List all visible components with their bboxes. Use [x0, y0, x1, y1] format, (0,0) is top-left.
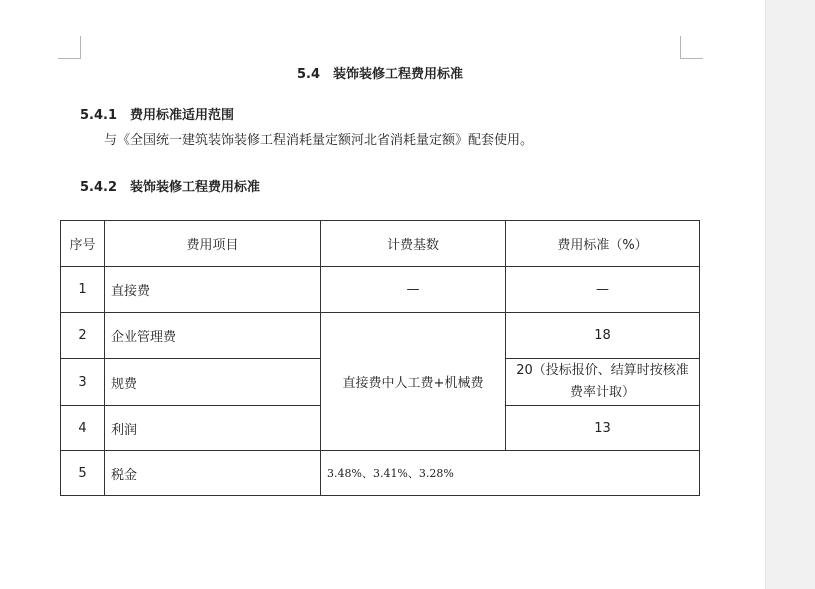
cell-standard[interactable]: 18 [506, 313, 700, 359]
crop-mark-top-left [58, 36, 81, 59]
header-standard[interactable]: 费用标准（%） [506, 221, 700, 267]
header-item[interactable]: 费用项目 [105, 221, 321, 267]
scope-paragraph[interactable]: 与《全国统一建筑装饰装修工程消耗量定额河北省消耗量定额》配套使用。 [104, 133, 534, 148]
cell-no[interactable]: 5 [61, 451, 105, 496]
cell-item[interactable]: 税金 [105, 451, 321, 496]
header-no[interactable]: 序号 [61, 221, 105, 267]
cell-item[interactable]: 利润 [105, 406, 321, 451]
table-row [61, 267, 700, 313]
cell-item[interactable]: 企业管理费 [105, 313, 321, 359]
table-row [61, 313, 700, 359]
cell-base-merged[interactable]: 直接费中人工费+机械费 [321, 313, 506, 451]
header-base[interactable]: 计费基数 [321, 221, 506, 267]
cell-standard[interactable]: 13 [506, 406, 700, 451]
subsection-heading-standards[interactable]: 5.4.2 装饰装修工程费用标准 [80, 180, 261, 195]
window-right-gutter [765, 0, 815, 589]
cell-item[interactable]: 规费 [105, 359, 321, 406]
fee-standard-table [60, 220, 700, 496]
section-title[interactable]: 5.4 装饰装修工程费用标准 [296, 67, 464, 82]
cell-no[interactable]: 3 [61, 359, 105, 406]
cell-no[interactable]: 4 [61, 406, 105, 451]
cell-no[interactable]: 1 [61, 267, 105, 313]
cell-item[interactable]: 直接费 [105, 267, 321, 313]
table-row [61, 451, 700, 496]
subsection-heading-scope[interactable]: 5.4.1 费用标准适用范围 [80, 108, 235, 123]
cell-standard[interactable]: 20（投标报价、结算时按核准费率计取） [506, 359, 700, 406]
table-header-row [61, 221, 700, 267]
crop-mark-top-right [680, 36, 703, 59]
cell-standard[interactable]: — [506, 267, 700, 313]
cell-base[interactable]: — [321, 267, 506, 313]
cell-no[interactable]: 2 [61, 313, 105, 359]
cell-base-standard-merged[interactable]: 3.48%、3.41%、3.28% [321, 451, 700, 496]
